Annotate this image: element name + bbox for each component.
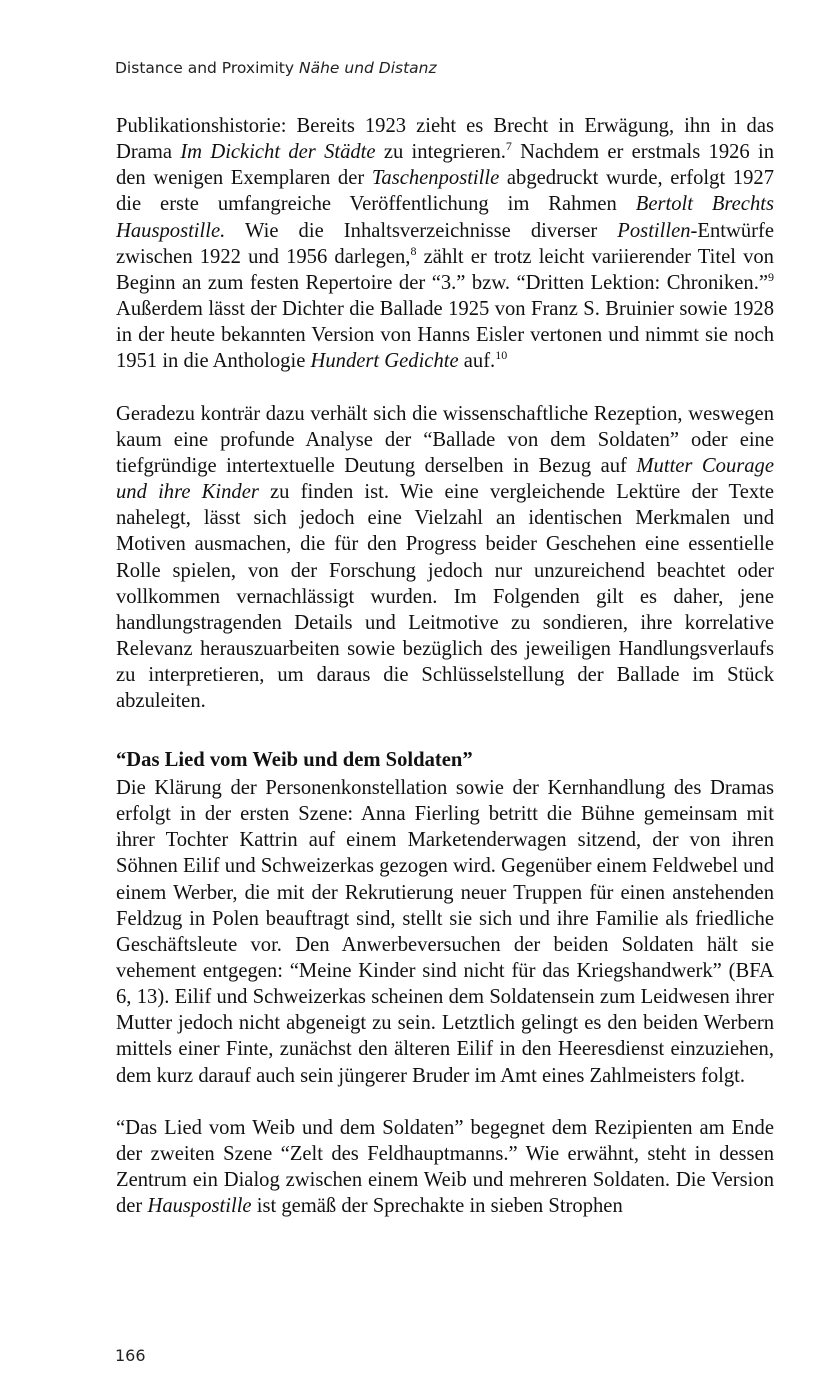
footnote-marker: 8 [410, 243, 417, 258]
text-run: zu integrieren. [375, 141, 506, 164]
text-run: Wie die Inhaltsverzeichnisse diverser [225, 219, 618, 242]
text-run: zu finden ist. Wie eine vergleichende Lektüre der Texte nahelegt, lässt sich jedoch eine Vielzahl an identischen Merkmalen und Motiven ausmachen, die für den Progress beider Geschehen eine essentielle Rolle spielen, von der Forschung jedoch nur unzureichend beachtet oder vollkommen vernachlässigt wurden. Im Folgenden gilt es daher, jene handlungstragenden Details und Leitmotive zu sondieren, ihre korrelative Relevanz herauszuarbeiten sowie bezüglich des jeweiligen Handlungsverlaufs zu interpretieren, um daraus die Schlüsselstellung der Ballade im Stück abzuleiten. [116, 481, 774, 713]
section-heading: “Das Lied vom Weib und dem Soldaten” [116, 748, 473, 771]
footnote-marker: 7 [505, 139, 512, 154]
footnote-marker: 9 [768, 270, 774, 285]
text-run: ist gemäß der Sprechakte in sieben Strophen [251, 1195, 623, 1218]
paragraph-reception [116, 401, 774, 715]
title-italic: Hundert Gedichte [310, 350, 459, 373]
text-run: zählt er trotz leicht variierender Titel von Beginn an zum festen Repertoire der “3.” bzw. “Dritten Lektion: Chroniken.” [116, 245, 774, 294]
running-head-german: Nähe und Distanz [298, 59, 437, 77]
text-run: Die Klärung der Personenkonstellation sowie der Kernhandlung des Dramas erfolgt in der ersten Szene: Anna Fierling betritt die Bühne gemeinsam mit ihrer Tochter Kattrin auf einem Marketenderwagen sitzend, der von ihren Söhnen Eilif und Schweizerkas gezogen wird. Gegenüber einem Feldwebel und einem Werber, die mit der Rekrutierung neuer Truppen für einen anstehenden Feldzug in Polen beauftragt sind, stellt sie sich und ihre Familie als friedliche Geschäftsleute vor. Den Anwerbeversuchen der beiden Soldaten hält sie vehement entgegen: “Meine Kinder sind nicht für das Kriegshandwerk” (BFA 6, 13). Eilif und Schweizerkas scheinen dem Soldatensein zum Leidwesen ihrer Mutter jedoch nicht abgeneigt zu sein. Letztlich gelingt es den beiden Werbern mittels einer Finte, zunächst den älteren Eilif in den Heeresdienst einzuziehen, dem kurz darauf auch sein jüngerer Bruder im Amt eines Zahlmeisters folgt. [116, 776, 774, 1087]
footnote-marker: 10 [495, 348, 508, 363]
text-run: Nachdem er erstmals 1926 in den wenigen Exemplaren der [116, 141, 775, 190]
running-head [115, 59, 437, 77]
text-run: “Das Lied vom Weib und dem Soldaten” begegnet dem Rezipienten am Ende der zweiten Szene “Zelt des Feldhauptmanns.” Wie erwähnt, steht in dessen Zentrum ein Dialog zwischen einem Weib und mehreren Soldaten. Die Version der [116, 1116, 774, 1218]
paragraph-gap [116, 1089, 774, 1115]
title-italic: Im Dickicht der Städte [180, 141, 376, 164]
text-run: Geradezu konträr dazu verhält sich die wissenschaftliche Rezeption, weswegen kaum eine profunde Analyse der “Ballade von dem Soldaten” oder eine tiefgründige intertextuelle Deutung derselben in Bezug auf [116, 402, 774, 478]
title-italic: Hauspostille [147, 1195, 252, 1218]
section-heading-block [116, 747, 774, 773]
title-italic: Taschenpostille [371, 167, 500, 190]
body-text [116, 113, 774, 1220]
paragraph-song [116, 1115, 774, 1220]
text-run: auf. [458, 350, 496, 373]
page-number: 166 [115, 1346, 146, 1365]
paragraph-gap [116, 715, 774, 741]
text-run: Außerdem lässt der Dichter die Ballade 1925 von Franz S. Bruinier sowie 1928 in der heute bekannten Version von Hanns Eisler vertonen und nimmt sie noch 1951 in die Anthologie [116, 298, 774, 373]
paragraph-gap [116, 375, 774, 401]
title-italic: Mutter Courage und ihre Kinder [116, 455, 774, 504]
text-run: abgedruckt wurde, erfolgt 1927 die erste umfangreiche Veröffentlichung im Rahmen [116, 167, 774, 216]
title-italic: Bertolt Brechts Hauspostille. [116, 193, 774, 242]
paragraph-first-scene [116, 775, 774, 1089]
title-italic: Postillen [617, 219, 691, 242]
running-head-english: Distance and Proximity [115, 59, 295, 77]
text-run: -Entwürfe zwischen 1922 und 1956 darlegen, [116, 219, 774, 268]
paragraph-publication-history [116, 113, 774, 375]
text-run: Publikationshistorie: Bereits 1923 zieht es Brecht in Erwägung, ihn in das Drama [116, 115, 774, 164]
